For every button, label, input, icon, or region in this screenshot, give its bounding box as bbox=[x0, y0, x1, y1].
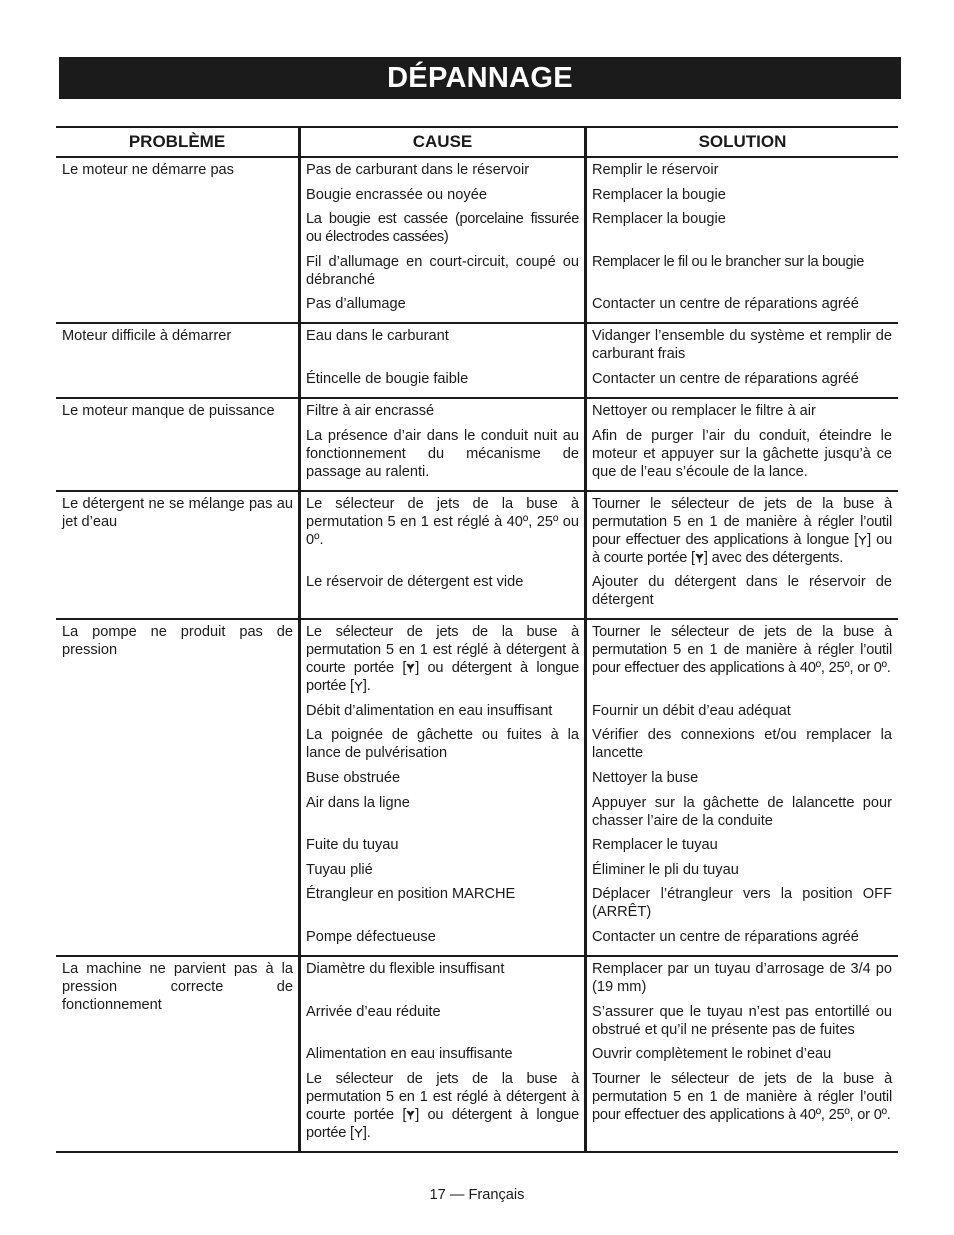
solution-text: ] avec des détergents. bbox=[703, 549, 844, 566]
problem-cell: La pompe ne produit pas de pression bbox=[62, 624, 293, 659]
cause-text: ]. bbox=[362, 678, 371, 695]
solution-column bbox=[584, 324, 898, 397]
solution-cell: Remplacer le fil ou le brancher sur la bougie bbox=[592, 253, 865, 270]
header-problem: PROBLÈME bbox=[128, 132, 226, 151]
solution-cell: Appuyer sur la gâchette de lalancette pour chasser l’aire de la conduite bbox=[592, 794, 892, 829]
problem-cell: Moteur difficile à démarrer bbox=[62, 328, 232, 345]
problem-cell: Le moteur manque de puissance bbox=[62, 402, 275, 419]
short-range-detergent-icon bbox=[406, 1110, 415, 1120]
cause-cell: La bougie est cassée (porcelaine fissurée ou électrodes cassées) bbox=[306, 211, 579, 246]
solution-column bbox=[584, 620, 898, 955]
cause-column bbox=[298, 324, 584, 397]
long-range-detergent-icon bbox=[858, 535, 867, 545]
problem-cell: Le moteur ne démarre pas bbox=[62, 162, 234, 178]
cause-text: ] ou détergent à longue portée [ bbox=[306, 1106, 579, 1141]
table-header bbox=[56, 126, 898, 158]
cause-cell: Arrivée d’eau réduite bbox=[306, 1003, 441, 1020]
solution-cell bbox=[592, 495, 892, 567]
solution-column bbox=[584, 492, 898, 619]
cause-cell bbox=[306, 1070, 579, 1142]
cause-cell: Air dans la ligne bbox=[306, 794, 410, 811]
solution-cell: Remplacer la bougie bbox=[592, 186, 726, 203]
solution-cell: Déplacer l’étrangleur vers la position OFF (ARRÊT) bbox=[592, 886, 892, 921]
problem-cell: La machine ne parvient pas à la pression correcte de fonctionnement bbox=[62, 960, 293, 1013]
table-row bbox=[56, 957, 898, 1153]
solution-cell: Afin de purger l’air du conduit, éteindre le moteur et appuyer sur la gâchette jusqu’à ce que de l’eau s’écoule de la lance. bbox=[592, 427, 892, 480]
cause-cell: La poignée de gâchette ou fuites à la lance de pulvérisation bbox=[306, 727, 579, 762]
cause-cell: Diamètre du flexible insuffisant bbox=[306, 960, 505, 977]
cause-cell: Étincelle de bougie faible bbox=[306, 370, 469, 387]
cause-cell: Le réservoir de détergent est vide bbox=[306, 574, 524, 591]
cause-cell: Pompe défectueuse bbox=[306, 928, 436, 945]
cause-text: ] ou détergent à longue portée [ bbox=[306, 660, 579, 695]
solution-cell: Contacter un centre de réparations agréé bbox=[592, 928, 859, 945]
cause-column bbox=[298, 620, 584, 955]
solution-cell: Remplacer la bougie bbox=[592, 211, 726, 228]
table-row bbox=[56, 158, 898, 324]
solution-cell: Remplacer le tuyau bbox=[592, 837, 718, 854]
problem-cell: Le détergent ne se mélange pas au jet d’eau bbox=[62, 495, 293, 530]
solution-cell: Vidanger l’ensemble du système et remplir de carburant frais bbox=[592, 328, 892, 363]
cause-cell: Fil d’allumage en court-circuit, coupé ou débranché bbox=[306, 253, 579, 288]
solution-cell: Vérifier des connexions et/ou remplacer la lancette bbox=[592, 727, 892, 762]
solution-column bbox=[584, 158, 898, 322]
solution-cell: Fournir un débit d’eau adéquat bbox=[592, 702, 791, 719]
cause-cell: Le sélecteur de jets de la buse à permutation 5 en 1 est réglé à 40º, 25º ou 0º. bbox=[306, 495, 579, 548]
cause-column bbox=[298, 158, 584, 322]
cause-text: Le sélecteur de jets de la buse à permutation 5 en 1 est réglé à détergent à courte portée [ bbox=[306, 624, 579, 677]
cause-cell: Buse obstruée bbox=[306, 769, 401, 786]
solution-cell: Contacter un centre de réparations agréé bbox=[592, 296, 859, 313]
cause-cell: Débit d’alimentation en eau insuffisant bbox=[306, 702, 553, 719]
page-footer: 17 — Français bbox=[429, 1187, 525, 1203]
header-cause: CAUSE bbox=[298, 128, 584, 156]
cause-column bbox=[298, 399, 584, 490]
header-solution: SOLUTION bbox=[584, 128, 898, 156]
table-row bbox=[56, 620, 898, 957]
solution-cell: Ouvrir complètement le robinet d’eau bbox=[592, 1046, 832, 1063]
solution-cell: Éliminer le pli du tuyau bbox=[592, 861, 739, 878]
long-range-detergent-icon bbox=[354, 681, 363, 691]
solution-cell: Ajouter du détergent dans le réservoir de détergent bbox=[592, 574, 892, 609]
cause-cell: Tuyau plié bbox=[306, 861, 373, 878]
cause-cell: Eau dans le carburant bbox=[306, 328, 449, 345]
cause-cell: Bougie encrassée ou noyée bbox=[306, 186, 487, 203]
solution-cell: Nettoyer ou remplacer le filtre à air bbox=[592, 402, 816, 419]
short-range-detergent-icon bbox=[695, 553, 704, 563]
cause-cell: Étrangleur en position MARCHE bbox=[306, 886, 516, 903]
solution-cell: Remplir le réservoir bbox=[592, 162, 719, 178]
long-range-detergent-icon bbox=[354, 1128, 363, 1138]
troubleshooting-table bbox=[56, 126, 898, 1153]
page-title: DÉPANNAGE bbox=[59, 57, 901, 99]
cause-cell: Pas d’allumage bbox=[306, 296, 406, 313]
solution-cell: S’assurer que le tuyau n’est pas entortillé ou obstrué et qu’il ne présente pas de fuites bbox=[592, 1003, 892, 1038]
solution-column bbox=[584, 399, 898, 490]
cause-text: ]. bbox=[362, 1124, 371, 1141]
table-row bbox=[56, 399, 898, 492]
solution-text: Tourner le sélecteur de jets de la buse à permutation 5 en 1 de manière à régler l’outil pour effectuer des applications à longue [ bbox=[592, 495, 892, 548]
solution-cell: Nettoyer la buse bbox=[592, 769, 699, 786]
cause-cell: Pas de carburant dans le réservoir bbox=[306, 162, 530, 178]
cause-cell bbox=[306, 623, 579, 695]
solution-column bbox=[584, 957, 898, 1151]
cause-cell: Alimentation en eau insuffisante bbox=[306, 1046, 513, 1063]
solution-text: ] ou à courte portée [ bbox=[592, 531, 892, 566]
cause-column bbox=[298, 492, 584, 619]
cause-column bbox=[298, 957, 584, 1151]
cause-cell: Filtre à air encrassé bbox=[306, 402, 435, 419]
cause-cell: La présence d’air dans le conduit nuit au fonctionnement du mécanisme de passage au ralenti. bbox=[306, 427, 579, 480]
short-range-detergent-icon bbox=[406, 663, 415, 673]
solution-cell: Contacter un centre de réparations agréé bbox=[592, 370, 859, 387]
solution-cell: Tourner le sélecteur de jets de la buse à permutation 5 en 1 de manière à régler l’outil pour effectuer des applications à 40º, 25º, or 0º. bbox=[592, 1070, 892, 1123]
solution-cell: Remplacer par un tuyau d’arrosage de 3/4 po (19 mm) bbox=[592, 960, 892, 995]
cause-text: Le sélecteur de jets de la buse à permutation 5 en 1 est réglé à détergent à courte portée [ bbox=[306, 1070, 579, 1123]
table-row bbox=[56, 492, 898, 621]
solution-cell: Tourner le sélecteur de jets de la buse à permutation 5 en 1 de manière à régler l’outil pour effectuer des applications à 40º, 25º, or 0º. bbox=[592, 624, 892, 677]
cause-cell: Fuite du tuyau bbox=[306, 837, 399, 854]
table-row bbox=[56, 324, 898, 399]
